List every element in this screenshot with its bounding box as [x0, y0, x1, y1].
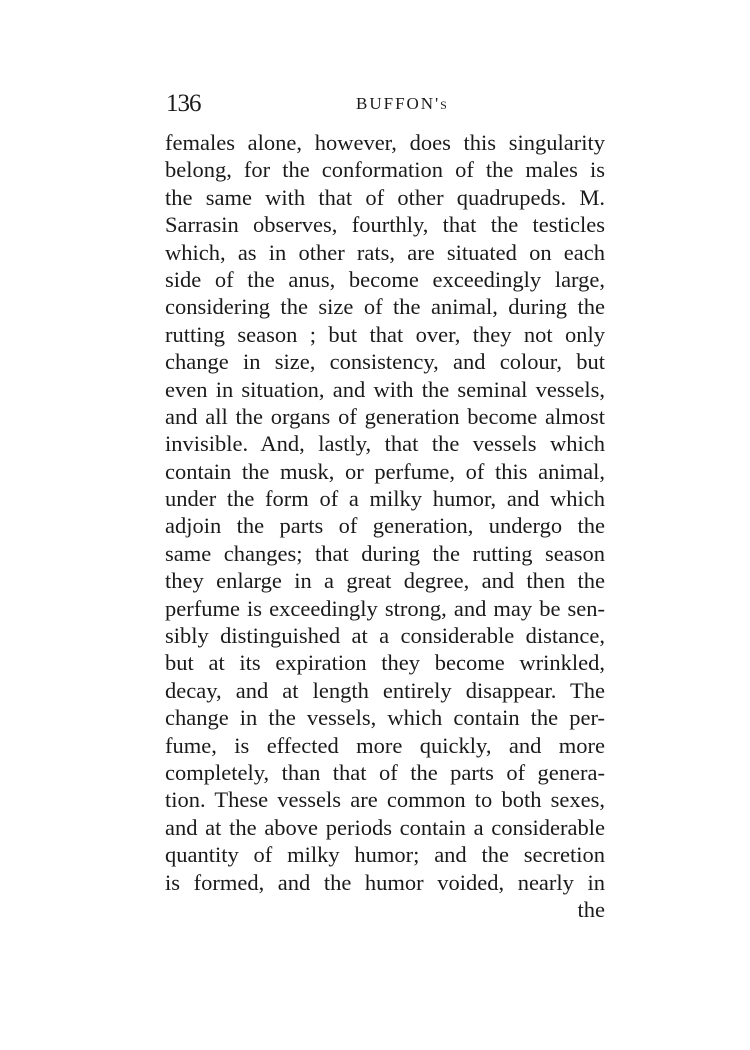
text-line: and at the above periods contain a considerable	[165, 814, 605, 840]
text-line: adjoin the parts of generation, undergo the	[165, 513, 605, 539]
text-line: sibly distinguished at a considerable distance,	[165, 623, 605, 649]
text-line: rutting season ; but that over, they not only	[165, 321, 605, 347]
text-line: fume, is effected more quickly, and more	[165, 732, 605, 758]
text-line: females alone, however, does this singularity	[165, 130, 605, 155]
catchword: the	[577, 896, 605, 922]
running-head: BUFFON's	[356, 94, 449, 113]
text-line: change in size, consistency, and colour, but	[165, 349, 605, 375]
text-line: the same with that of other quadrupeds. M.	[165, 184, 605, 210]
body-text	[165, 129, 605, 923]
text-line: perfume is exceedingly strong, and may be sen-	[165, 595, 605, 621]
text-line: invisible. And, lastly, that the vessels which	[165, 431, 605, 457]
text-line: side of the anus, become exceedingly large,	[165, 266, 605, 292]
text-line: Sarrasin observes, fourthly, that the testicles	[165, 212, 605, 238]
text-line: change in the vessels, which contain the per-	[165, 705, 605, 731]
text-line: even in situation, and with the seminal vessels,	[165, 376, 605, 402]
text-line: is formed, and the humor voided, nearly in	[165, 869, 605, 895]
text-line: and all the organs of generation become almost	[165, 403, 605, 429]
text-line: they enlarge in a great degree, and then the	[165, 568, 605, 594]
text-line: quantity of milky humor; and the secretion	[165, 842, 605, 868]
text-line: but at its expiration they become wrinkled,	[165, 650, 605, 676]
text-line: completely, than that of the parts of genera-	[165, 759, 605, 785]
page-number: 136	[166, 90, 201, 117]
text-line: considering the size of the animal, during the	[165, 294, 605, 320]
text-line: contain the musk, or perfume, of this animal,	[165, 458, 605, 484]
text-line: decay, and at length entirely disappear. The	[165, 677, 605, 703]
text-line: tion. These vessels are common to both sexes,	[165, 787, 605, 813]
text-line: under the form of a milky humor, and which	[165, 486, 605, 512]
text-line: same changes; that during the rutting season	[165, 540, 605, 566]
page-header	[166, 90, 606, 120]
text-line: which, as in other rats, are situated on each	[165, 239, 605, 265]
text-line: belong, for the conformation of the males is	[165, 157, 605, 183]
